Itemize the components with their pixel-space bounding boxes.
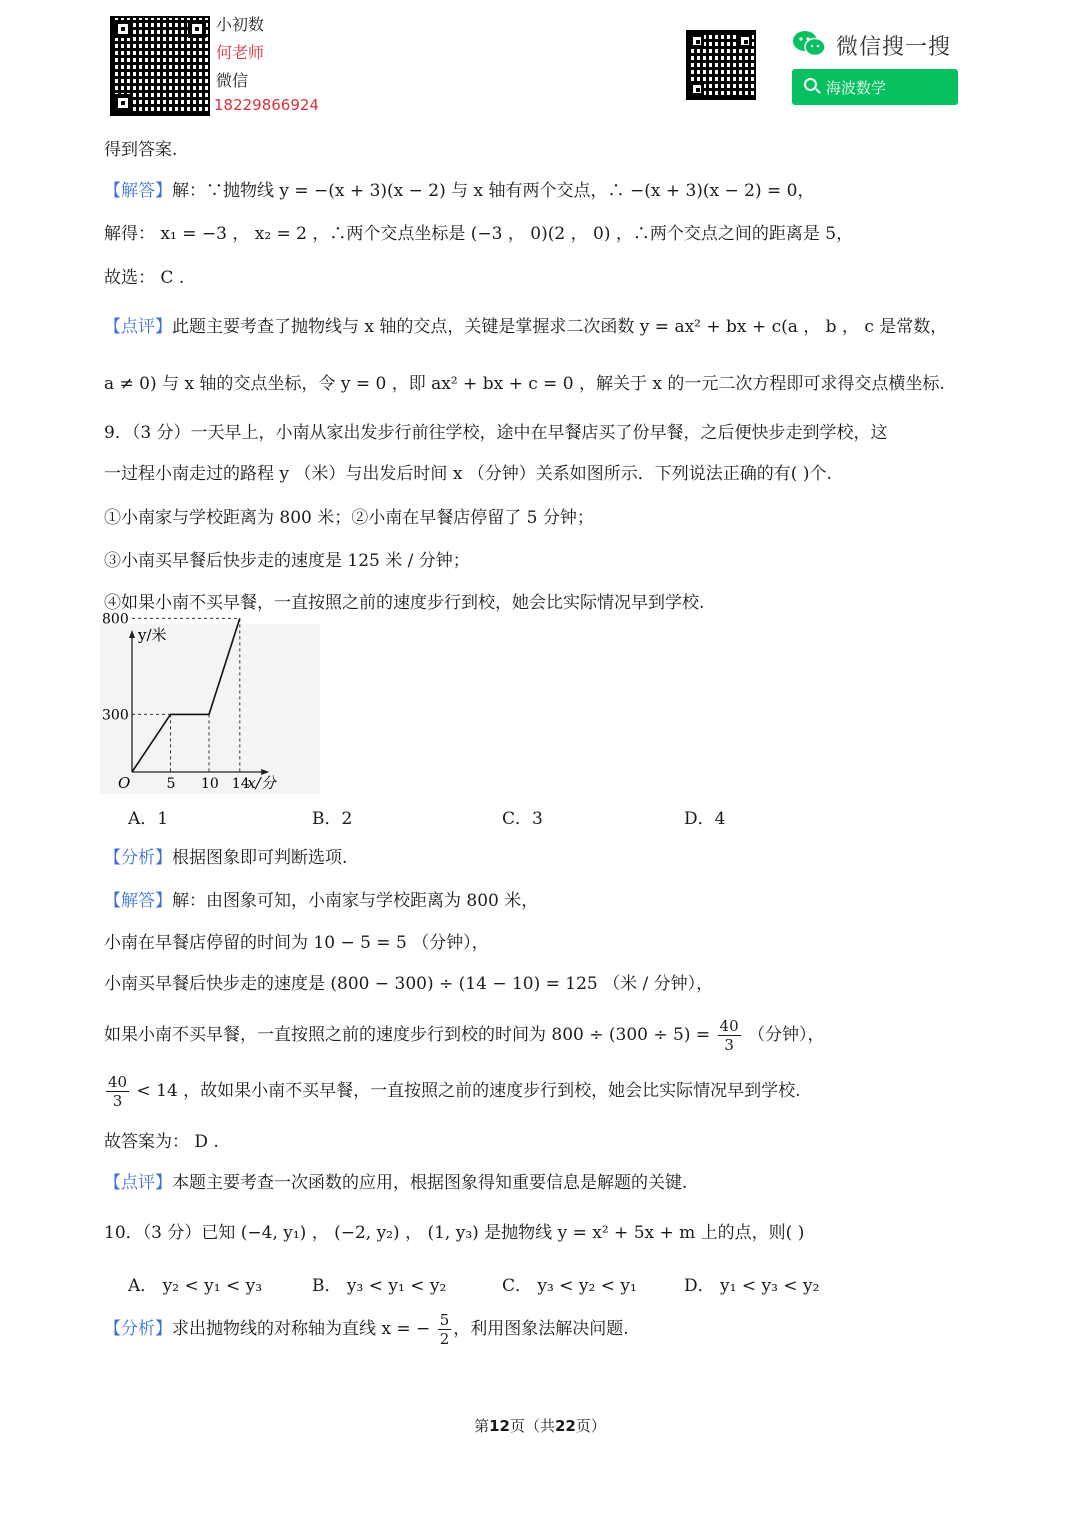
- review-line: [104, 315, 947, 339]
- question-9-line-2: 一过程小南走过的路程 y （米）与出发后时间 x （分钟）关系如图所示．下列说法正确的有( )个.: [104, 464, 832, 484]
- review-line: [104, 1171, 687, 1195]
- origin-label: O: [118, 774, 131, 792]
- y-axis-label: y/米: [138, 626, 167, 644]
- comparison-line: [104, 1068, 801, 1114]
- text-line: 解得： x₁ = −3 ， x₂ = 2 ，∴两个交点坐标是 (−3 ， 0)(2 ， 0) ，∴两个交点之间的距离是 5，: [104, 224, 854, 244]
- text-segment: 如果小南不买早餐，一直按照之前的速度步行到校的时间为 800 ÷ (300 ÷ 5) =: [104, 1025, 711, 1045]
- footer-prefix: 第: [474, 1417, 490, 1435]
- answer-text: 解：由图象可知，小南家与学校距离为 800 米，: [172, 891, 539, 911]
- contact-label-3: 微信: [216, 71, 249, 90]
- wechat-search-button[interactable]: [792, 69, 958, 105]
- q9-option-c[interactable]: C．3: [502, 809, 543, 829]
- text-line: a ≠ 0) 与 x 轴的交点坐标，令 y = 0 ，即 ax² + bx + c = 0 ，解关于 x 的一元二次方程即可求得交点横坐标.: [104, 374, 945, 394]
- distance-time-chart: [100, 611, 320, 794]
- analysis-tag: 【分析】: [104, 848, 172, 868]
- x-tick-label: 5: [166, 776, 176, 792]
- fraction-40-3: [106, 1073, 129, 1110]
- x-tick-label: 10: [201, 776, 219, 792]
- page-footer: [0, 1415, 1080, 1436]
- footer-page: 12: [489, 1417, 510, 1435]
- analysis-line: [104, 1306, 629, 1352]
- contact-label-1: 小初数: [216, 15, 265, 34]
- q10-option-a[interactable]: A． y₂ < y₁ < y₃: [128, 1276, 263, 1296]
- contact-qr-code: [110, 16, 210, 116]
- statement-3: ③小南买早餐后快步走的速度是 125 米 / 分钟；: [104, 551, 470, 571]
- q10-option-c[interactable]: C． y₃ < y₂ < y₁: [502, 1276, 637, 1296]
- fraction-numerator: 40: [719, 1017, 739, 1035]
- q10-option-b[interactable]: B． y₃ < y₁ < y₂: [312, 1276, 447, 1296]
- analysis-text: 求出抛物线的对称轴为直线 x = −: [172, 1319, 431, 1339]
- fraction-denominator: 2: [439, 1330, 450, 1348]
- footer-mid: 页（共: [509, 1417, 555, 1435]
- question-9-line-1: 9．（3 分）一天早上，小南从家出发步行前往学校，途中在早餐店买了份早餐，之后便快步走到学校，这: [104, 423, 888, 443]
- wechat-search-title: 微信搜一搜: [836, 35, 952, 60]
- fraction-denominator: 3: [724, 1036, 734, 1054]
- fraction-denominator: 3: [112, 1092, 123, 1110]
- wechat-search-label: 海波数学: [826, 79, 887, 97]
- q9-option-a[interactable]: A．1: [128, 809, 169, 829]
- solution-tag: 【解答】: [104, 181, 172, 201]
- footer-suffix: 页）: [575, 1417, 606, 1435]
- y-tick-label: 800: [102, 611, 129, 628]
- analysis-text: 根据图象即可判断选项.: [172, 848, 348, 868]
- q10-option-d[interactable]: D． y₁ < y₃ < y₂: [684, 1276, 820, 1296]
- x-axis-label: x/分: [247, 774, 276, 792]
- statement-4: ④如果小南不买早餐，一直按照之前的速度步行到校，她会比实际情况早到学校.: [104, 593, 705, 613]
- fraction-40-3: [718, 1017, 741, 1054]
- review-tag: 【点评】: [104, 1173, 172, 1193]
- q9-option-d[interactable]: D．4: [684, 809, 726, 829]
- contact-phone: 18229866924: [214, 96, 319, 114]
- fraction-5-2: [438, 1311, 452, 1348]
- x-tick-label: 14: [231, 776, 250, 792]
- text-line: 故答案为： D .: [104, 1132, 219, 1152]
- fraction-numerator: 40: [108, 1073, 128, 1091]
- y-tick-label: 300: [102, 707, 129, 724]
- text-line: 得到答案.: [104, 140, 178, 160]
- text-line: 小南在早餐店停留的时间为 10 − 5 = 5 （分钟），: [104, 933, 489, 953]
- wechat-logo-icon: [792, 30, 826, 58]
- answer-fraction-line: [104, 1012, 825, 1058]
- analysis-line: [104, 846, 347, 870]
- footer-total: 22: [555, 1417, 576, 1435]
- contact-label-2: 何老师: [216, 43, 265, 62]
- review-text: 本题主要考查一次函数的应用，根据图象得知重要信息是解题的关键.: [172, 1173, 688, 1193]
- answer-line: [104, 889, 538, 913]
- answer-tag: 【解答】: [104, 891, 172, 911]
- solution-line: [104, 179, 815, 203]
- analysis-tag: 【分析】: [104, 1319, 172, 1339]
- q9-option-b[interactable]: B．2: [312, 809, 353, 829]
- text-line: 故选： C .: [104, 268, 185, 288]
- wechat-qr-code: [686, 30, 756, 100]
- statement-1-2: ①小南家与学校距离为 800 米；②小南在早餐店停留了 5 分钟；: [104, 508, 594, 528]
- review-tag: 【点评】: [104, 317, 172, 337]
- fraction-numerator: 5: [439, 1311, 450, 1329]
- solution-text: 解：∵抛物线 y = −(x + 3)(x − 2) 与 x 轴有两个交点，∴ −(x + 3)(x − 2) = 0，: [172, 181, 815, 201]
- question-10: 10．（3 分）已知 (−4, y₁) ， (−2, y₂) ， (1, y₃) 是抛物线 y = x² + 5x + m 上的点，则( ): [104, 1223, 805, 1243]
- review-text: 此题主要考查了抛物线与 x 轴的交点，关键是掌握求二次函数 y = ax² + bx + c(a ， b ， c 是常数，: [172, 317, 948, 337]
- text-segment: < 14 ，故如果小南不买早餐，一直按照之前的速度步行到校，她会比实际情况早到学校.: [136, 1081, 801, 1101]
- search-icon: [804, 78, 817, 91]
- text-segment: （分钟），: [748, 1025, 825, 1045]
- text-line: 小南买早餐后快步走的速度是 (800 − 300) ÷ (14 − 10) = 125 （米 / 分钟），: [104, 974, 714, 994]
- analysis-text: ，利用图象法解决问题.: [453, 1319, 629, 1339]
